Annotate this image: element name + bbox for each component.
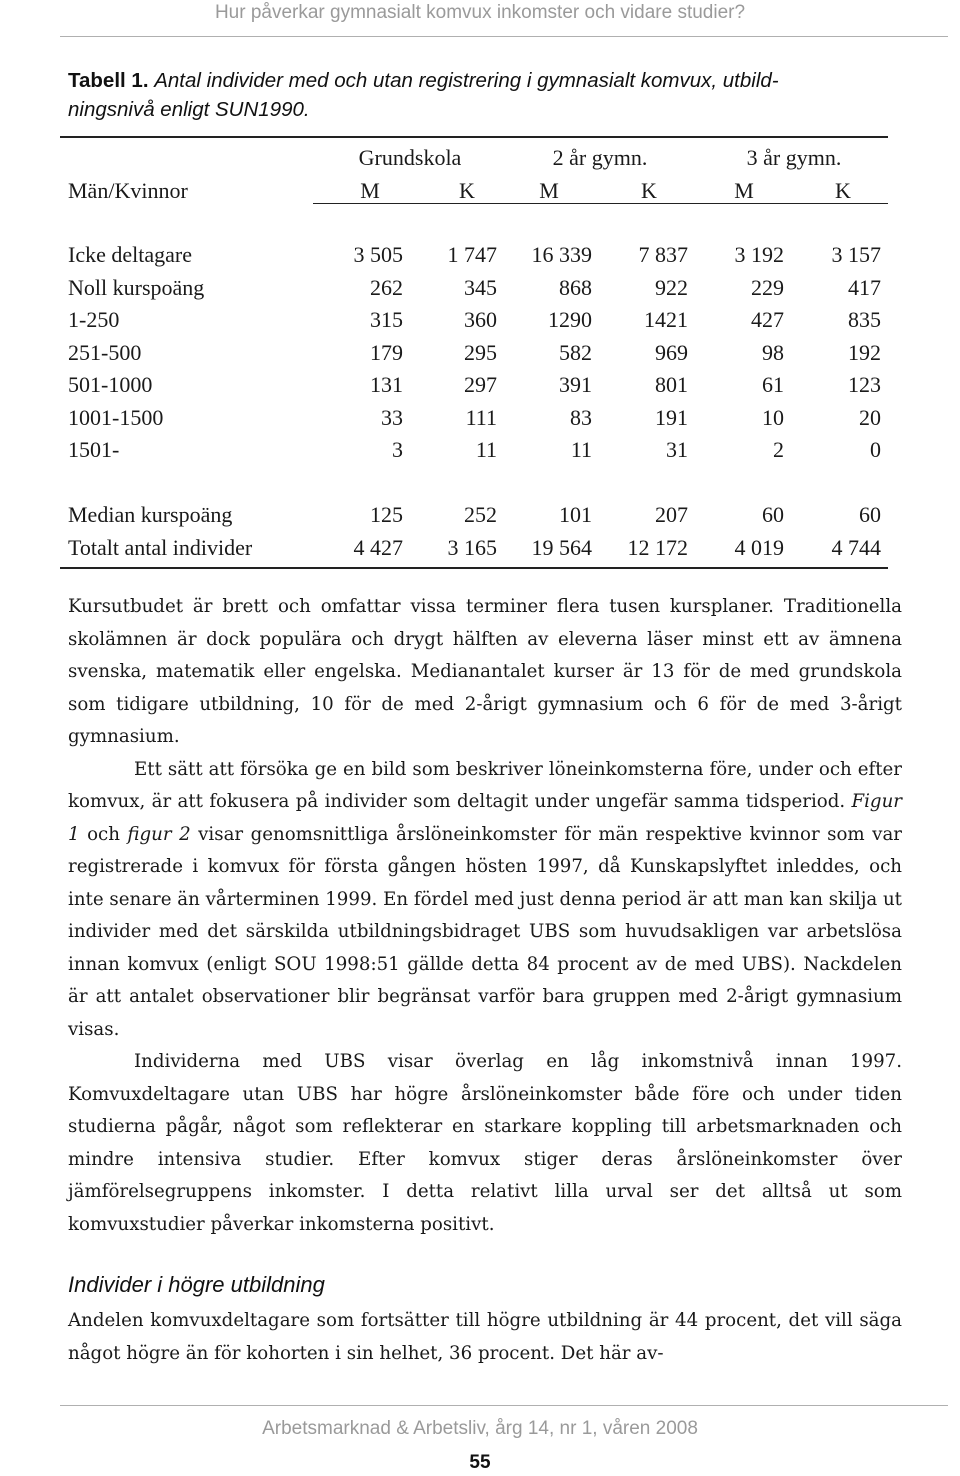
subcol-m-3: M — [734, 178, 754, 203]
table-row-value: 297 — [464, 372, 497, 397]
section-subheading: Individer i högre utbildning — [68, 1272, 325, 1297]
paragraph-2-och: och — [79, 823, 128, 845]
table-row-value: 20 — [859, 404, 881, 430]
table-row-value: 3 157 — [831, 242, 881, 267]
table-row-value: 922 — [655, 274, 688, 300]
table-row-value: 61 — [762, 372, 784, 397]
footer-rule — [60, 1405, 948, 1406]
table-row-label: 501-1000 — [68, 372, 153, 397]
journal-footer: Arbetsmarknad & Arbetsliv, årg 14, nr 1, våren 2008 — [262, 1418, 698, 1439]
group-header-grundskola: Grundskola — [358, 145, 462, 170]
body-text-section — [68, 1305, 902, 1370]
table-row-value: 1290 — [548, 307, 592, 332]
table-header-rule — [313, 203, 888, 204]
caption-label: Tabell 1. — [68, 69, 149, 92]
table-row-label: 1501- — [68, 437, 120, 462]
table-row-value: 1 747 — [447, 242, 497, 267]
row-header-label: Män/Kvinnor — [68, 178, 188, 203]
paragraph-2 — [68, 754, 902, 1047]
paragraph-4: Andelen komvuxdeltagare som fortsätter till högre utbildning är 44 procent, det vill säga något högre än för kohorten i sin helhet, 36 procent. Det här av- — [68, 1310, 902, 1364]
table-row-value: 123 — [848, 372, 881, 397]
table-row-value: 98 — [762, 339, 784, 365]
summary-row-label: Median kurspoäng — [68, 502, 233, 527]
table-row-value: 191 — [655, 404, 688, 430]
paragraph-1: Kursutbudet är brett och omfattar vissa terminer flera tusen kursplaner. Traditionella skolämnen är dock populära och drygt hälften av eleverna läser minst ett av ämnena svenska, matematik eller engelska. Medianantalet kurser är 13 för de med grundskola som tidigare utbildning, 10 för de med 2-årigt gymnasium och 6 för de med 3-årigt gymnasium. — [68, 596, 902, 747]
page-number: 55 — [469, 1452, 491, 1473]
summary-row-value: 3 165 — [447, 534, 497, 560]
table-row-value: 2 — [773, 437, 784, 462]
table-row-value: 417 — [848, 274, 881, 300]
table-row-value: 262 — [370, 274, 403, 300]
table-row-value: 801 — [655, 372, 688, 397]
subcol-m-1: M — [360, 178, 380, 203]
caption-line-1: Antal individer med och utan registrering i gymnasialt komvux, utbild- — [154, 69, 779, 92]
table-row-value: 3 192 — [734, 242, 784, 267]
table-row-value: 427 — [751, 307, 784, 332]
subcol-k-3: K — [835, 178, 851, 203]
table-row-value: 969 — [655, 339, 688, 365]
summary-row-value: 4 744 — [831, 534, 881, 560]
body-text-main — [68, 591, 902, 1241]
table-row-value: 315 — [370, 307, 403, 332]
table-row-value: 345 — [464, 274, 497, 300]
table-row-value: 131 — [370, 372, 403, 397]
table-row-value: 229 — [751, 274, 784, 300]
table-row-value: 31 — [666, 437, 688, 462]
summary-row-value: 207 — [655, 502, 688, 527]
group-header-3ar: 3 år gymn. — [746, 145, 842, 170]
paragraph-2-end: visar genomsnittliga årslöneinkomster för män respektive kvinnor som var registrerade i komvux för första gången hösten 1997, då Kunskapslyftet inleddes, och inte senare än vårterminen 1999. En fördel med just denna period är att man kan skilja ut individer med det särskilda utbildningsbidraget UBS som huvudsakligen var arbetslösa innan komvux (enligt SOU 1998:51 gällde detta 84 procent av de med UBS). Nackdelen är att antalet observationer blir begränsat varför bara gruppen med 2-årigt gymnasium visas. — [68, 823, 902, 1040]
table-top-rule — [60, 136, 888, 138]
table-row-value: 83 — [570, 404, 592, 430]
table-row-value: 33 — [381, 404, 403, 430]
paragraph-3: Individerna med UBS visar överlag en låg inkomstnivå innan 1997. Komvuxdeltagare utan UBS har högre årslöneinkomster både före och under tiden studierna pågår, något som reflekterar en starkare koppling till arbetsmarknaden och mindre intensiva studier. Efter komvux stiger deras årslöneinkomster över jämförelsegruppens inkomster. I detta relativt lilla urval ser det alltså ut som komvuxstudier påverkar inkomsterna positivt. — [68, 1051, 902, 1235]
table-row-value: 360 — [464, 307, 497, 332]
table-row-label: Icke deltagare — [68, 242, 192, 267]
table-row-value: 16 339 — [531, 242, 592, 267]
table-row-value: 111 — [465, 404, 497, 430]
summary-row-value: 12 172 — [627, 534, 688, 560]
summary-row-value: 4 019 — [734, 534, 784, 560]
table-caption — [68, 66, 898, 124]
table-row-value: 10 — [762, 404, 784, 430]
summary-row-value: 60 — [859, 502, 881, 527]
table-row-value: 0 — [870, 437, 881, 462]
subcol-m-2: M — [539, 178, 559, 203]
paragraph-2-start: Ett sätt att försöka ge en bild som beskriver löneinkomsterna före, under och efter komvux, är att fokusera på individer som deltagit under ungefär samma tidsperiod. — [68, 758, 902, 812]
table-row-value: 11 — [570, 437, 592, 462]
table-row-value: 391 — [559, 372, 592, 397]
summary-row-value: 125 — [370, 502, 403, 527]
figure-2-reference: figur 2 — [127, 823, 191, 845]
summary-row-label: Totalt antal individer — [68, 534, 253, 560]
table-row-value: 192 — [848, 339, 881, 365]
table-row-value: 179 — [370, 339, 403, 365]
table-row-value: 835 — [848, 307, 881, 332]
summary-row-value: 4 427 — [353, 534, 403, 560]
table-row-value: 3 — [392, 437, 403, 462]
caption-line-2: ningsnivå enligt SUN1990. — [68, 98, 310, 121]
table-row-value: 7 837 — [638, 242, 688, 267]
table-row-label: Noll kurspoäng — [68, 274, 205, 300]
running-header: Hur påverkar gymnasialt komvux inkomster och vidare studier? — [214, 2, 746, 23]
subcol-k-1: K — [459, 178, 475, 203]
summary-row-value: 101 — [559, 502, 592, 527]
table-row-value: 3 505 — [353, 242, 403, 267]
table-bottom-rule — [60, 567, 888, 569]
summary-row-value: 252 — [464, 502, 497, 527]
table-row-value: 1421 — [644, 307, 688, 332]
group-header-2ar: 2 år gymn. — [552, 145, 648, 170]
figure-1-reference: Figur 1 — [68, 791, 902, 845]
subcol-k-2: K — [641, 178, 657, 203]
header-rule — [60, 36, 948, 37]
summary-row-value: 60 — [762, 502, 784, 527]
table-row-value: 11 — [475, 437, 497, 462]
table-row-value: 868 — [559, 274, 592, 300]
table-row-value: 295 — [464, 339, 497, 365]
table-row-value: 582 — [559, 339, 592, 365]
table-row-label: 251-500 — [68, 339, 142, 365]
table-row-label: 1001-1500 — [68, 404, 164, 430]
table-row-label: 1-250 — [68, 307, 120, 332]
summary-row-value: 19 564 — [531, 534, 592, 560]
